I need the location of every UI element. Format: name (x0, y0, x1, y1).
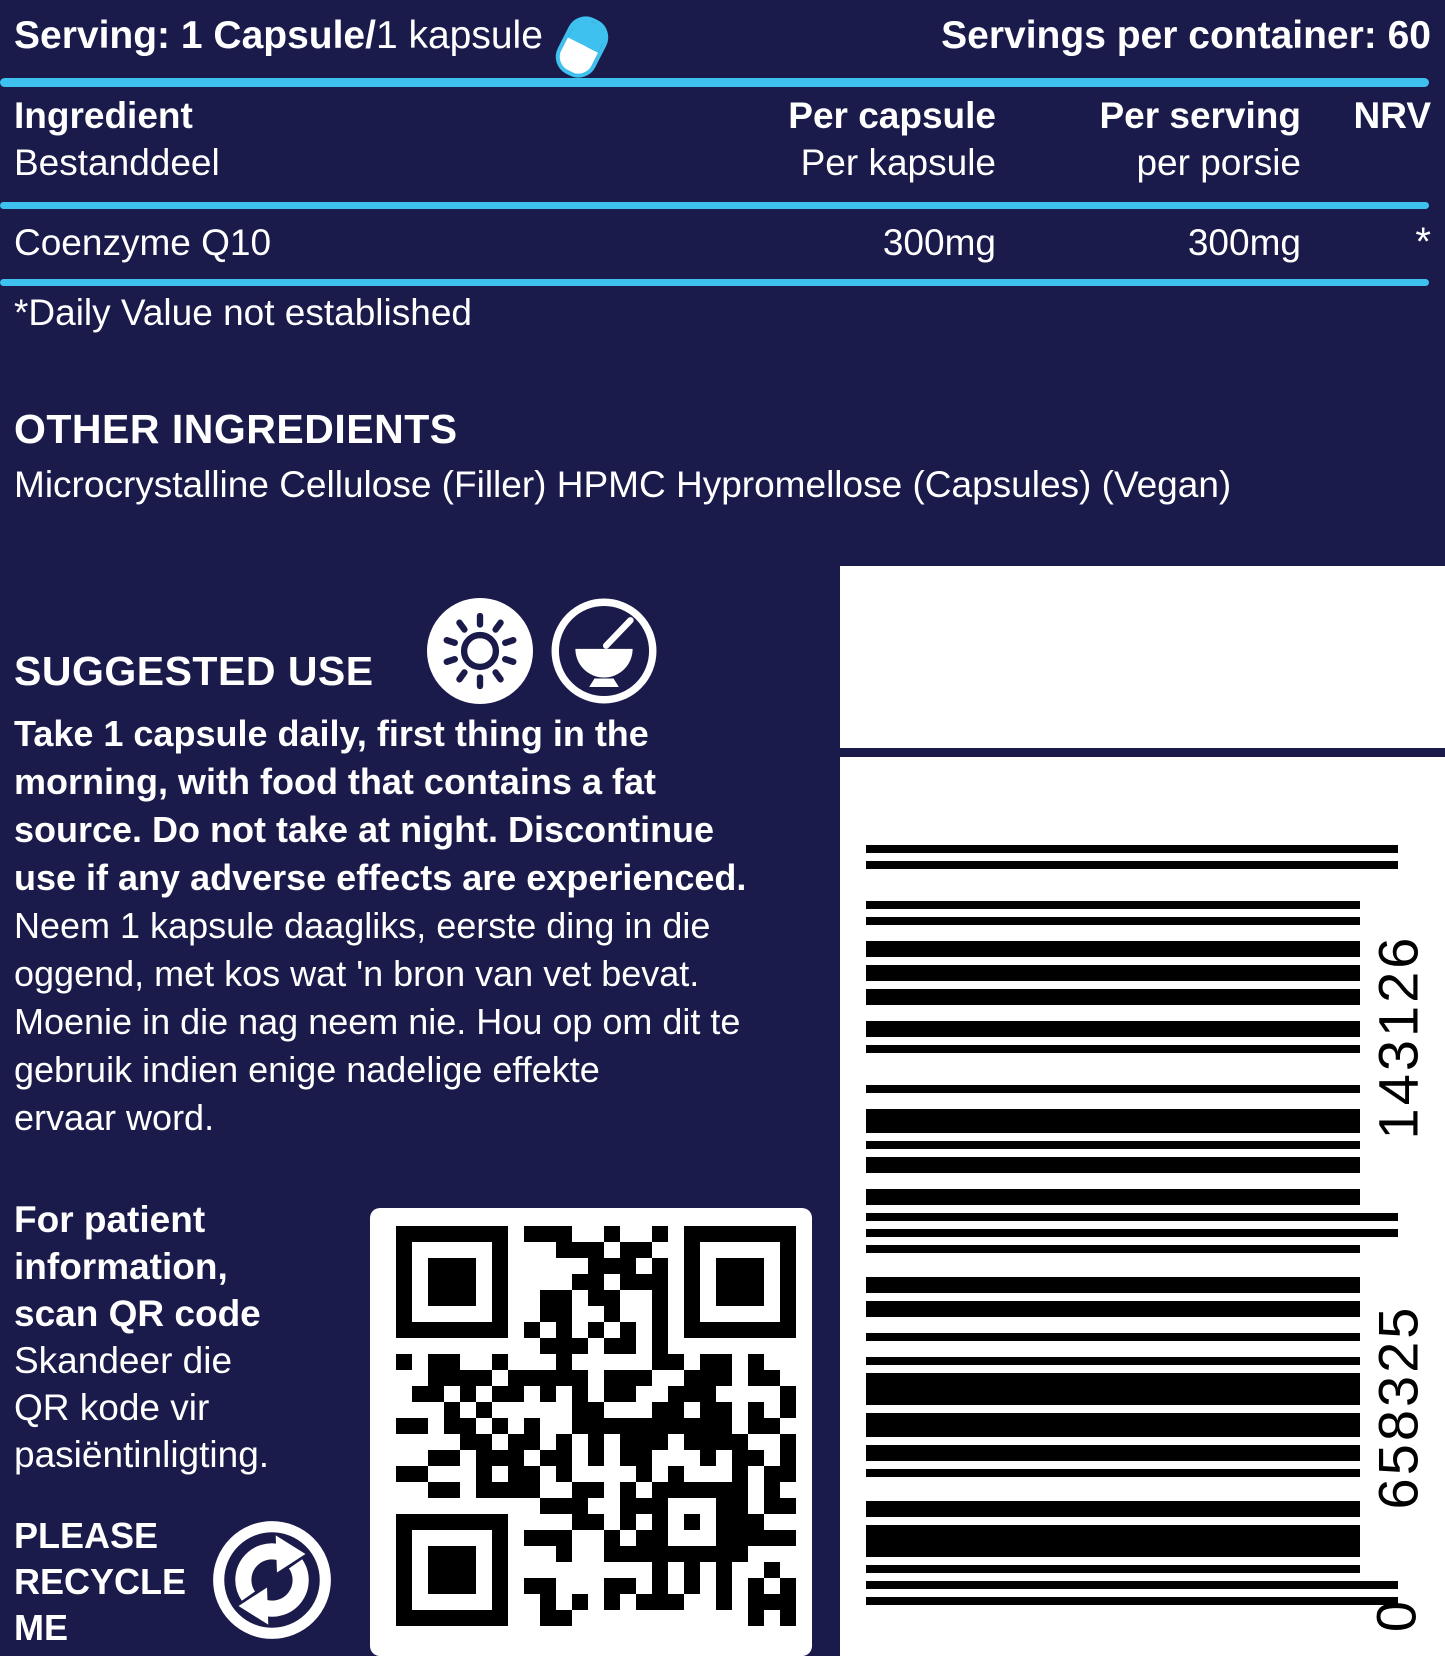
nrv-value (1301, 219, 1431, 266)
servings-per-container: Servings per container: 60 (941, 14, 1431, 57)
barcode-digit-lead: 0 (1364, 1597, 1428, 1633)
ingredient-name: Coenzyme Q10 (14, 222, 272, 263)
serving-label-en: Serving: 1 Capsule/ (14, 14, 376, 57)
other-ingredients-text: Microcrystalline Cellulose (Filler) HPMC Hypromellose (Capsules) (Vegan) (14, 464, 1232, 505)
col-nrv-en: NRV (1353, 95, 1431, 136)
blank-white-panel (840, 566, 1445, 748)
col-per-capsule (746, 92, 996, 186)
asterisk: * (1415, 220, 1431, 264)
suggested-use-english: Take 1 capsule daily, first thing in the morning, with food that contains a fat source. Do not take at night. Discontinue use if any adverse effects are experienced. (14, 713, 747, 898)
per-capsule-value: 300mg (882, 222, 996, 263)
per-serving-value: 300mg (1187, 222, 1301, 263)
barcode-digits-lower: 658325 (1366, 1304, 1430, 1510)
col-per-serving-en: Per serving (1099, 95, 1301, 136)
divider (0, 279, 1429, 286)
bowl-icon (551, 598, 657, 709)
please-recycle-text: PLEASE RECYCLE ME (14, 1515, 187, 1648)
col-per-capsule-en: Per capsule (788, 95, 996, 136)
daily-value-footnote: *Daily Value not established (14, 292, 472, 333)
suggested-use-afrikaans: Neem 1 kapsule daagliks, eerste ding in die oggend, met kos wat 'n bron van vet bevat. Moenie in die nag neem nie. Hou op om dit te gebruik indien enige nadelige effekte ervaar word. (14, 905, 741, 1138)
ingredient-table-header (14, 92, 1431, 186)
divider (0, 78, 1429, 87)
col-ingredient-en: Ingredient (14, 95, 193, 136)
suggested-use-text (14, 710, 746, 1142)
col-ingredient-af: Bestanddeel (14, 142, 220, 183)
patient-info-afrikaans: Skandeer die QR kode vir pasiëntinligting. (14, 1340, 270, 1475)
barcode (840, 757, 1445, 1656)
other-ingredients-heading: OTHER INGREDIENTS (14, 406, 458, 452)
serving-text (14, 14, 543, 58)
patient-info-text (14, 1196, 269, 1478)
serving-label-af: 1 kapsule (375, 14, 543, 57)
suggested-use-heading: SUGGESTED USE (14, 648, 374, 694)
serving-header (14, 14, 1431, 78)
table-row (14, 219, 1431, 266)
divider (0, 202, 1429, 209)
col-per-capsule-af: Per kapsule (800, 142, 996, 183)
serving-size (14, 14, 603, 78)
barcode-digits-upper: 143126 (1366, 934, 1430, 1140)
col-per-serving (996, 92, 1301, 186)
patient-info-english: For patient information, scan QR code (14, 1199, 261, 1334)
qr-code (370, 1208, 812, 1656)
col-per-serving-af: per porsie (1136, 142, 1301, 183)
col-ingredient (14, 92, 746, 186)
col-nrv (1301, 92, 1431, 186)
sun-icon (427, 598, 533, 709)
capsule-icon (549, 10, 615, 84)
green-dot-recycle-icon (210, 1518, 334, 1647)
